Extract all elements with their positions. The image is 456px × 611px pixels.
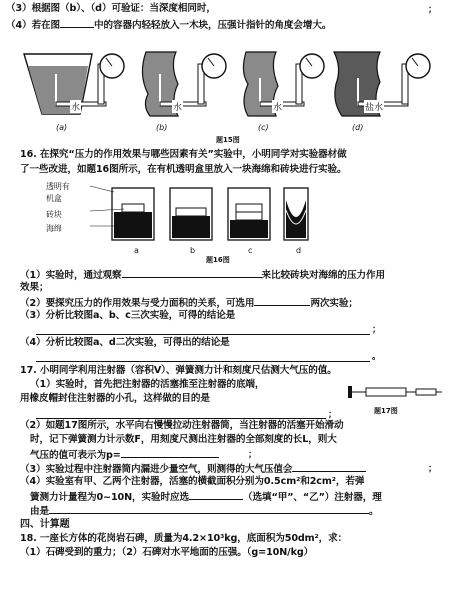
section-title: 四、计算题 (20, 519, 70, 530)
answer-blank[interactable] (292, 461, 366, 472)
q15-line3: （3）根据图（b）、（d）可验证：当深度相同时， (6, 3, 216, 14)
q17-step1b: 用橡皮帽封住注射器的小孔，这样做的目的是 (20, 393, 210, 404)
q16-fig-label-c: c (248, 246, 253, 255)
q15-liquid-b: 水 (172, 100, 183, 113)
q16-intro-line2: 了一些改进，如题16图所示，在有机透明盒里放入一块海绵和砖块进行实验。 (20, 164, 347, 175)
q16-legend-brick: 砖块 (46, 210, 62, 219)
q16-legend-box2: 机盒 (46, 194, 62, 203)
q16-fig-label-a: a (134, 246, 139, 255)
q18-line1: 18. 一座长方体的花岗岩石碑，质量为4.2×10³kg，底面积为50dm²，求： (20, 533, 348, 544)
q16-intro-line1: 16. 在探究“压力的作用效果与哪些因素有关”实验中，小明同学对实验器材做 (20, 149, 347, 160)
q17-step4b: 簧测力计量程为0~10N，实验时应选 （选填“甲”、“乙”）注射器，理 (30, 489, 382, 505)
box-c (228, 188, 270, 240)
q17-caption: 题17图 (374, 407, 398, 415)
q15-fig-label-a: (a) (56, 123, 68, 132)
q15-caption: 题15图 (216, 136, 240, 144)
answer-blank[interactable] (189, 489, 243, 500)
answer-line[interactable] (36, 334, 370, 335)
box-d (284, 188, 308, 240)
answer-blank[interactable] (254, 295, 310, 306)
q17-step1a: （1）实验时，首先把注射器的活塞推至注射器的底端， (30, 379, 265, 390)
q17-step2c: 气压的值可表示为p= (30, 447, 219, 463)
container-b (142, 52, 226, 116)
q16-legend-box: 透明有 (46, 182, 70, 191)
q15-liquid-c: 水 (272, 100, 283, 113)
answer-blank[interactable] (49, 503, 369, 514)
q15-line4: （4）若在图 中的容器内轻轻放入一木块，压强计指针的角度会增大。 (6, 17, 331, 33)
q16-step3-end: ； (372, 325, 382, 335)
answer-line[interactable] (36, 361, 370, 362)
q16-figure (70, 180, 310, 250)
q18-line2: （1）石碑受到的重力；（2）石碑对水平地面的压强。（g=10N/kg） (20, 547, 314, 558)
q16-step4: （4）分析比较图a、d二次实验，可得出的结论是 (20, 337, 230, 348)
q15-fig-label-d: (d) (352, 123, 364, 132)
q17-step4c: 由是 。 (30, 503, 379, 519)
container-c (243, 52, 324, 116)
q16-step1-cont: 效果； (20, 282, 49, 293)
q16-step4-end: 。 (372, 352, 382, 362)
box-a (112, 188, 154, 240)
q15-line3-end: ； (428, 5, 438, 15)
q16-legend-sponge: 海绵 (46, 224, 62, 233)
q16-step3: （3）分析比较图a、b、c三次实验，可得的结论是 (20, 310, 236, 321)
q17-step2b: 时，记下弹簧测力计示数F，用刻度尺测出注射器的全部刻度的长L，则大 (30, 434, 337, 445)
q17-step4a: （4）实验室有甲、乙两个注射器，活塞的横截面积分别为0.5cm²和2cm²，若弹 (20, 476, 365, 487)
answer-blank[interactable] (121, 447, 219, 458)
q15-fig-label-c: (c) (258, 123, 269, 132)
q17-step2-end: ； (248, 450, 258, 460)
q17-figure (346, 380, 442, 402)
q16-step1: （1）实验时，通过观察 来比较砖块对海绵的压力作用 (20, 267, 385, 283)
q16-caption: 题16图 (206, 256, 230, 264)
q17-step3-end: ； (428, 464, 438, 474)
q15-liquid-d: 盐水 (364, 100, 384, 113)
q17-step2a: （2）如题17图所示，水平向右慢慢拉动注射器筒，当注射器的活塞开始滑动 (20, 420, 344, 431)
q16-fig-label-b: b (190, 246, 196, 255)
q17-step1-end: ； (328, 410, 338, 420)
q15-fig-label-b: (b) (156, 123, 168, 132)
q15-figure (20, 44, 440, 134)
q17-intro: 17. 小明同学利用注射器（容积V）、弹簧测力计和刻度尺估测大气压的值。 (20, 365, 337, 376)
q16-step2: （2）要探究压力的作用效果与受力面积的关系，可选用 两次实验； (20, 295, 358, 311)
box-b (170, 188, 212, 240)
q16-fig-label-d: d (296, 246, 302, 255)
q17-step3: （3）实验过程中注射器筒内漏进少量空气，则测得的大气压值会 (20, 461, 366, 477)
answer-blank[interactable] (122, 267, 262, 278)
answer-blank[interactable] (60, 17, 94, 28)
q15-liquid-a: 水 (70, 100, 81, 113)
